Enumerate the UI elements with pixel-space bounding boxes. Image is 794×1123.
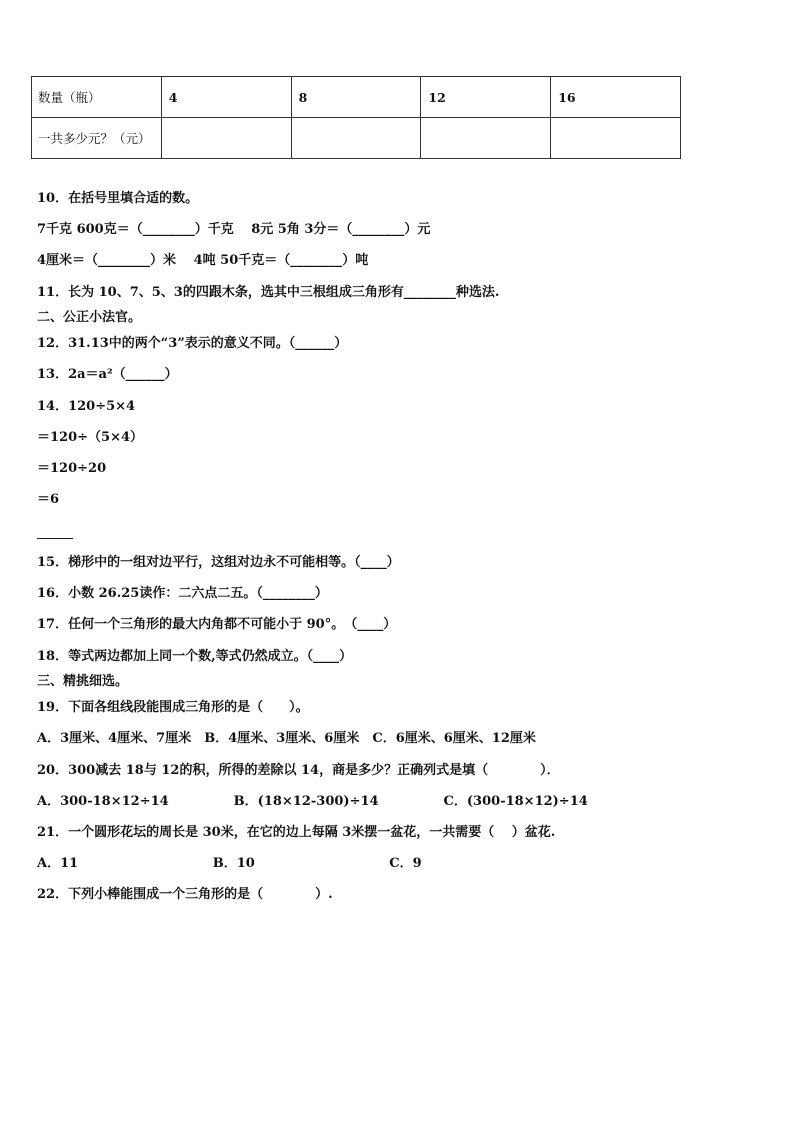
question-21: 21．一个圆形花坛的周长是 30米，在它的边上每隔 3米摆一盆花，一共需要（ ）盆花.: [37, 825, 556, 840]
table-cell: [421, 118, 551, 159]
table-cell: 4: [161, 77, 291, 118]
question-12: 12．31.13中的两个“3”表示的意义不同。（______）: [37, 336, 348, 351]
question-13: 13．2a＝a²（______）: [37, 367, 178, 382]
table-cell: 一共多少元？（元）: [32, 118, 162, 159]
question-19-options: A．3厘米、4厘米、7厘米 B．4厘米、3厘米、6厘米 C．6厘米、6厘米、12厘米: [37, 731, 536, 746]
question-10-line-2: 4厘米＝（________）米 4吨 50千克＝（________）吨: [37, 253, 369, 268]
table-cell: 8: [291, 77, 421, 118]
question-21-options: A．11 B．10 C．9: [37, 856, 422, 871]
table-cell: [161, 118, 291, 159]
question-14-step-2: ＝120÷20: [37, 461, 107, 476]
table-cell: 12: [421, 77, 551, 118]
question-17: 17．任何一个三角形的最大内角都不可能小于 90°。 （____）: [37, 617, 397, 632]
question-16: 16．小数 26.25读作：二六点二五。（________）: [37, 586, 328, 601]
question-14: 14．120÷5×4: [37, 399, 136, 414]
table-row: [32, 77, 681, 118]
question-15: 15．梯形中的一组对边平行，这组对边永不可能相等。（____）: [37, 555, 400, 570]
table-cell: [291, 118, 421, 159]
table-cell: 数量（瓶）: [32, 77, 162, 118]
question-19: 19．下面各组线段能围成三角形的是（ ）。: [37, 700, 309, 715]
table-cell: 16: [551, 77, 681, 118]
question-20: 20．300减去 18与 12的积，所得的差除以 14，商是多少？正确列式是填（ ）．: [37, 763, 560, 778]
table-row: [32, 118, 681, 159]
question-22: 22．下列小棒能围成一个三角形的是（ ）.: [37, 887, 333, 902]
question-20-options: A．300-18×12÷14 B．(18×12-300)÷14 C．(300-18×12)÷14: [37, 794, 588, 809]
table-cell: [551, 118, 681, 159]
question-11: 11．长为 10、7、5、3的四跟木条，选其中三根组成三角形有________种选法.: [37, 285, 500, 300]
price-table: [31, 76, 681, 159]
section-2-heading: 二、公正小法官。: [37, 310, 142, 325]
answer-blank-line: [37, 538, 73, 539]
question-14-step-3: ＝6: [37, 492, 60, 507]
question-10-line-1: 7千克 600克＝（________）千克 8元 5角 3分＝（________）元: [37, 222, 431, 237]
question-10-title: 10．在括号里填合适的数。: [37, 191, 199, 206]
question-14-step-1: ＝120÷（5×4）: [37, 430, 144, 445]
question-18: 18．等式两边都加上同一个数,等式仍然成立。（____）: [37, 649, 353, 664]
section-3-heading: 三、精挑细选。: [37, 674, 129, 689]
